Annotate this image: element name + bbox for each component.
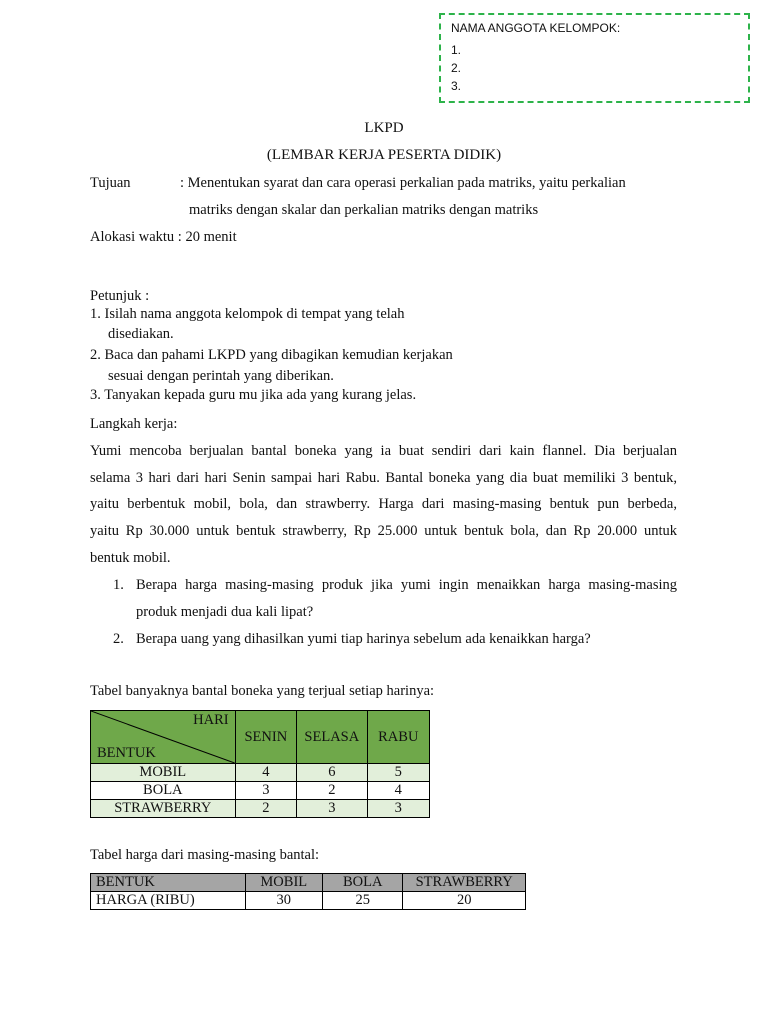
tujuan-label: Tujuan (90, 175, 131, 191)
row-label-strawberry: STRAWBERRY (91, 800, 236, 818)
paragraph-line-4: yaitu Rp 30.000 untuk bentuk strawberry, Rp 25.000 untuk bentuk bola, dan Rp 20.000 untuk (90, 523, 677, 539)
price-mobil: 30 (245, 892, 323, 910)
petunjuk-line-1: 1. Isilah nama anggota kelompok di tempat yang telah (90, 306, 405, 322)
paragraph-line-2: selama 3 hari dari hari Senin sampai hari Rabu. Bantal boneka yang dia buat memiliki 3 bentuk, (90, 470, 677, 486)
sales-table (90, 710, 430, 818)
petunjuk-heading: Petunjuk : (90, 288, 150, 304)
petunjuk-line-4: sesuai dengan perintah yang diberikan. (108, 368, 334, 384)
sales-table-header-row (91, 711, 430, 764)
row-label-bola: BOLA (91, 782, 236, 800)
cell-mobil-selasa: 6 (297, 764, 368, 782)
question-2-line-1: Berapa uang yang dihasilkan yumi tiap harinya sebelum ada kenaikkan harga? (136, 631, 591, 647)
member-box (439, 13, 750, 103)
paragraph-line-3: yaitu berbentuk mobil, bola, dan strawberry. Harga dari masing-masing bentuk pun berbeda, (90, 496, 677, 512)
cell-bola-selasa: 2 (297, 782, 368, 800)
price-table-header-row (91, 874, 526, 892)
price-header-strawberry: STRAWBERRY (403, 874, 526, 892)
price-row-label: HARGA (RIBU) (91, 892, 246, 910)
sales-table-corner-cell (91, 711, 236, 764)
cell-bola-rabu: 4 (367, 782, 429, 800)
paragraph-line-1: Yumi mencoba berjualan bantal boneka yang ia buat sendiri dari kain flannel. Dia berjualan (90, 443, 677, 459)
price-bola: 25 (323, 892, 403, 910)
langkah-heading: Langkah kerja: (90, 416, 178, 432)
cell-strawberry-senin: 2 (235, 800, 296, 818)
table-row (91, 800, 430, 818)
petunjuk-line-2: disediakan. (108, 326, 174, 342)
table-row (91, 892, 526, 910)
price-table (90, 873, 526, 910)
cell-bola-senin: 3 (235, 782, 296, 800)
question-1-line-1: Berapa harga masing-masing produk jika yumi ingin menaikkan harga masing-masing (136, 577, 677, 593)
column-header-senin: SENIN (235, 711, 296, 764)
cell-mobil-rabu: 5 (367, 764, 429, 782)
price-strawberry: 20 (403, 892, 526, 910)
member-line-2[interactable]: 2. (451, 61, 462, 75)
price-header-mobil: MOBIL (245, 874, 323, 892)
table1-caption: Tabel banyaknya bantal boneka yang terjual setiap harinya: (90, 683, 435, 699)
cell-strawberry-rabu: 3 (367, 800, 429, 818)
question-2-number: 2. (113, 631, 124, 647)
row-label-mobil: MOBIL (91, 764, 236, 782)
price-header-bola: BOLA (323, 874, 403, 892)
price-header-bentuk: BENTUK (91, 874, 246, 892)
petunjuk-line-5: 3. Tanyakan kepada guru mu jika ada yang kurang jelas. (90, 387, 417, 403)
corner-label-bentuk: BENTUK (97, 745, 156, 761)
paragraph-line-5: bentuk mobil. (90, 550, 171, 566)
petunjuk-line-3: 2. Baca dan pahami LKPD yang dibagikan kemudian kerjakan (90, 347, 453, 363)
question-1-line-2: produk menjadi dua kali lipat? (136, 604, 314, 620)
cell-mobil-senin: 4 (235, 764, 296, 782)
member-line-3[interactable]: 3. (451, 79, 462, 93)
column-header-rabu: RABU (367, 711, 429, 764)
column-header-selasa: SELASA (297, 711, 368, 764)
member-line-1[interactable]: 1. (451, 43, 462, 57)
table-row (91, 782, 430, 800)
tujuan-line-1: : Menentukan syarat dan cara operasi perkalian pada matriks, yaitu perkalian (180, 175, 626, 191)
corner-label-hari: HARI (193, 712, 229, 728)
page-subtitle: (LEMBAR KERJA PESERTA DIDIK) (266, 147, 502, 163)
question-1-number: 1. (113, 577, 124, 593)
cell-strawberry-selasa: 3 (297, 800, 368, 818)
member-box-title: NAMA ANGGOTA KELOMPOK: (451, 21, 621, 35)
alokasi-waktu: Alokasi waktu : 20 menit (90, 229, 237, 245)
table-row (91, 764, 430, 782)
page-title: LKPD (364, 120, 404, 136)
table2-caption: Tabel harga dari masing-masing bantal: (90, 847, 320, 863)
tujuan-line-2: matriks dengan skalar dan perkalian matriks dengan matriks (189, 202, 539, 218)
